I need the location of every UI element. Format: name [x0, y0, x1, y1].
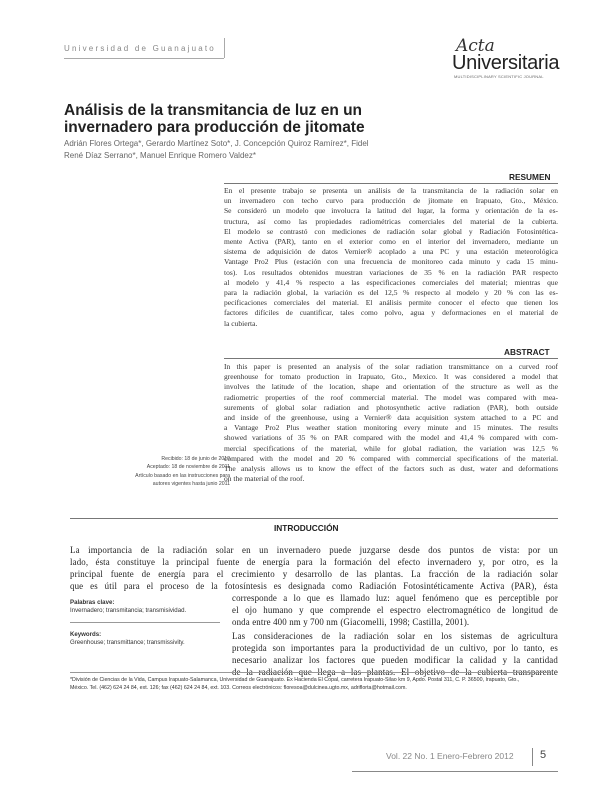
based-note: autores vigentes hasta junio 2011	[152, 480, 230, 487]
accepted-date: Aceptado: 18 de noviembre de 2011	[146, 464, 230, 471]
abstract-rule	[224, 358, 558, 359]
keywords-en-text: Greenhouse; transmittance; transmissivity.	[70, 639, 185, 647]
intro-paragraph-right	[232, 592, 558, 628]
logo-universitaria: Universitaria	[452, 52, 560, 74]
abstract-line: surements of global solar radiation and photosynthetic active radiation (PAR), both outside	[224, 402, 558, 412]
keywords-es-label: Palabras clave:	[70, 599, 115, 606]
intro-line: de la radiación que llega a las plantas. El objetivo de la cubierta transparente	[232, 667, 558, 677]
resumen-line: un invernadero con techo curvo para producción de jitomate en Irapuato, Gto., México.	[224, 196, 558, 206]
intro-line: Las consideraciones de la radiación solar en los sistemas de agricultura	[232, 631, 558, 641]
title-line: Análisis de la transmitancia de luz en un	[64, 102, 363, 119]
resumen-line: para la radiación global, la variación es del 12,5 % respecto al modelo y 20 % con las es-	[224, 288, 558, 298]
abstract-line: showed variations of 35 % on PAR compared with the model and 41,4 % compared with com-	[224, 433, 558, 443]
footer-divider	[532, 748, 533, 766]
resumen-line: sistema de adquisición de datos Vernier® acoplado a una PC y una estación meteorológica	[224, 247, 558, 257]
intro-line: corresponde a lo que es llamado luz: aquel fenómeno que es perceptible por	[232, 593, 558, 603]
intro-line: protegida son importantes para la productividad de un cultivo, por lo tanto, es	[232, 643, 558, 653]
authors-line: René Díaz Serrano*, Manuel Enrique Romero Valdez*	[64, 150, 256, 160]
abstract-line: The analysis allows us to know the effect of the factors such as dust, water and deformations	[224, 464, 558, 474]
keywords-es-text: Invernadero; transmitancia; transmisividad.	[70, 607, 187, 615]
resumen-line: factores difíciles de cuantificar, tales como polvo, agua y deformaciones en el material de	[224, 308, 558, 318]
resumen-line: al modelo y 41,4 % respecto a las especificaciones comerciales del material; mientras que	[224, 277, 558, 287]
intro-line: lado, ésta constituye la principal fuente de energía para la formación del efecto invernadero y, por otro, es la	[70, 557, 558, 567]
resumen-line: mente Activa (PAR), tanto en el exterior como en el interior del invernadero, mediante un	[224, 237, 558, 247]
abstract-body	[224, 362, 558, 484]
logo-subtitle: MULTIDISCIPLINARY SCIENTIFIC JOURNAL	[454, 74, 544, 79]
resumen-line: Se consideró un modelo que involucra la latitud del lugar, la forma y orientación de la es-	[224, 206, 558, 216]
keywords-en	[70, 631, 218, 648]
abstract-heading: ABSTRACT	[504, 347, 550, 357]
abstract-line: mercial specifications of the material, while for global radiation, the variation was 12,5 %	[224, 443, 558, 453]
header-divider	[224, 38, 225, 58]
based-note: Artículo basado en las instrucciones para	[135, 472, 230, 479]
intro-paragraph	[70, 544, 558, 592]
resumen-body	[224, 186, 558, 329]
received-date: Recibido: 18 de junio de 2010	[161, 456, 230, 462]
abstract-line: compared with the model and 20 % compared with commercial specifications of the material.	[224, 453, 558, 463]
article-authors	[64, 138, 384, 161]
authors-line: Adrián Flores Ortega*, Gerardo Martínez Soto*, J. Concepción Quiroz Ramírez*, Fidel	[64, 139, 369, 148]
footnote-line: México. Tel. (462) 624 24 84, ext. 126; fax (462) 624 24 84, ext. 103. Correos electrónicos: floresoa@dulcinea.ugto.mx, adriflorta@hotmail.com.	[70, 685, 407, 692]
intro-heading: INTRODUCCIÓN	[274, 523, 339, 533]
resumen-line: tructura, así como las propiedades radiométricas comerciales del material de la cubierta.	[224, 216, 558, 226]
abstract-line: In this paper is presented an analysis of the solar radiation transmittance on a curved roof	[224, 362, 558, 371]
resumen-rule	[224, 183, 558, 184]
abstract-line: on the material of the roof.	[224, 474, 305, 484]
resumen-line: Vantage Pro2 Plus (estación con una frecuencia de monitoreo cada minuto y cada 15 minu-	[224, 257, 558, 267]
keywords-es	[70, 599, 218, 616]
resumen-line: pecificaciones comerciales del material. El análisis permite conocer el efecto que tienen los	[224, 298, 558, 308]
keywords-divider	[70, 622, 220, 623]
article-dates	[100, 455, 230, 488]
affiliation-footnote	[70, 676, 550, 693]
title-line: invernadero para producción de jitomate	[64, 119, 365, 136]
intro-line: onda entre 400 nm y 700 nm (Giacomelli, 1998; Castilla, 2001).	[232, 617, 470, 627]
abstract-line: involves the latitude of the location, shape and orientation of the structure as well as the	[224, 382, 558, 392]
intro-line: La importancia de la radiación solar en un invernadero puede juzgarse desde dos puntos de vista: por un	[70, 545, 558, 555]
resumen-line: En el presente trabajo se presenta un análisis de la transmitancia de la radiación solar en	[224, 186, 558, 195]
article-title	[64, 102, 444, 136]
abstract-line: greenhouse for tomato production in Irapuato, Gto., Mexico. It was considered a model that	[224, 372, 558, 382]
abstract-line: radiometric properties of the roof commercial material. The model was compared with mea-	[224, 392, 558, 402]
abstract-line: a Vantage Pro2 Plus weather station monitoring every minute and 15 minutes. The results	[224, 423, 558, 433]
university-name: Universidad de Guanajuato	[64, 44, 216, 53]
header-rule	[64, 58, 224, 59]
page-number: 5	[540, 749, 547, 761]
abstract-line: and inside of the greenhouse, using a Vernier® data acquisition system attached to a PC and	[224, 413, 558, 423]
volume-info: Vol. 22 No. 1 Enero-Febrero 2012	[386, 751, 514, 761]
resumen-line: la cubierta.	[224, 318, 258, 328]
journal-logo	[452, 36, 582, 84]
intro-line: principal fuente de energía para el crecimiento y desarrollo de las plantas. La fracción de la radiación solar	[70, 569, 558, 579]
resumen-heading: RESUMEN	[509, 172, 551, 182]
footer-rule	[352, 771, 558, 772]
footnote-line: *División de Ciencias de la Vida, Campus Irapuato-Salamanca, Universidad de Guanajuato. Ex Hacienda El Copal, carretera Irapuato-Silao km 9, Apdo. Postal 311, C. P. 36500, Irapuato, Gto.,	[70, 677, 520, 683]
resumen-line: tos). Los resultados obtenidos muestran variaciones de 35 % en la radiación PAR respecto	[224, 267, 558, 277]
intro-line: el ojo humano y que comprende el espectro electromagnético de longitud de	[232, 605, 558, 615]
intro-line: que es útil para el proceso de la fotosíntesis es designada como Radiación Fotosintéticamente Activa (PAR), ésta	[70, 581, 558, 591]
intro-paragraph-right-2	[232, 630, 558, 678]
intro-line: necesario analizar los factores que pueden modificar la calidad y la cantidad	[232, 655, 558, 665]
keywords-en-label: Keywords:	[70, 631, 102, 638]
intro-rule	[70, 518, 558, 519]
logo-acta: Acta	[456, 36, 495, 56]
footnote-rule	[70, 672, 550, 673]
resumen-line: El modelo se contrastó con mediciones de radiación solar global y Radiación Fotosintética-	[224, 226, 558, 236]
